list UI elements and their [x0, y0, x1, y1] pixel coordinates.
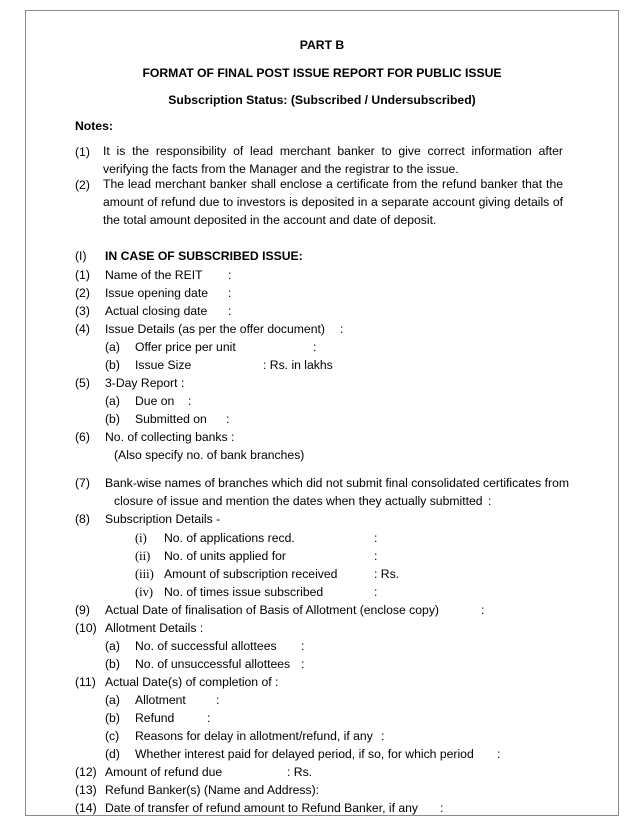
- section-title: IN CASE OF SUBSCRIBED ISSUE:: [105, 249, 303, 263]
- row-number: (9): [75, 603, 90, 617]
- sub-row-colon: :: [313, 340, 317, 354]
- sub-row-colon: :: [301, 657, 305, 671]
- sub-row-label: Reasons for delay in allotment/refund, if any: [135, 729, 373, 743]
- sub-row-number: (c): [105, 729, 120, 743]
- sub-row-label: No. of units applied for: [164, 549, 286, 563]
- sub-row-number: (a): [105, 639, 120, 653]
- sub-row-number: (b): [105, 657, 120, 671]
- sub-row-label: Amount of subscription received: [164, 567, 338, 581]
- sub-row-label: Whether interest paid for delayed period, if so, for which period: [135, 747, 474, 761]
- part-heading: PART B: [299, 38, 345, 52]
- sub-row-label: Allotment: [135, 693, 186, 707]
- row-label: Bank-wise names of branches which did not submit final consolidated certificates from: [105, 476, 570, 490]
- sub-row-number: (iv): [135, 585, 154, 599]
- row-number: (12): [75, 765, 97, 779]
- sub-row-number: (d): [105, 747, 120, 761]
- row-label: Actual Date of finalisation of Basis of Allotment (enclose copy): [105, 603, 439, 617]
- row-label: Refund Banker(s) (Name and Address):: [105, 783, 320, 797]
- sub-row-colon: : Rs. in lakhs: [263, 358, 333, 372]
- row-colon: :: [488, 494, 492, 508]
- row-label: Actual closing date: [105, 304, 208, 318]
- row-label: No. of collecting banks :: [105, 430, 235, 444]
- sub-row-number: (iii): [135, 567, 154, 581]
- row-number: (8): [75, 512, 90, 526]
- note-number: (1): [75, 145, 90, 159]
- sub-row-number: (b): [105, 358, 120, 372]
- sub-row-colon: :: [226, 412, 230, 426]
- sub-row-label: Offer price per unit: [135, 340, 236, 354]
- row-colon: :: [481, 603, 485, 617]
- sub-row-colon: :: [188, 394, 192, 408]
- row-number: (14): [75, 801, 97, 815]
- sub-row-number: (a): [105, 693, 120, 707]
- sub-row-label: Submitted on: [135, 412, 207, 426]
- section-number: (I): [75, 249, 87, 263]
- row-colon: :: [228, 304, 232, 318]
- sub-row-colon: :: [301, 639, 305, 653]
- note-number: (2): [75, 178, 90, 192]
- row-number: (6): [75, 430, 90, 444]
- row-number: (10): [75, 621, 97, 635]
- row-label: Amount of refund due: [105, 765, 223, 779]
- row-note: (Also specify no. of bank branches): [114, 448, 305, 462]
- row-number: (4): [75, 322, 90, 336]
- sub-row-colon: :: [374, 531, 378, 545]
- row-label: Name of the REIT: [105, 268, 203, 282]
- row-label: Date of transfer of refund amount to Refund Banker, if any: [105, 801, 418, 815]
- row-label: 3-Day Report :: [105, 376, 185, 390]
- sub-row-number: (a): [105, 340, 120, 354]
- row-colon: : Rs.: [287, 765, 313, 779]
- row-colon: :: [440, 801, 444, 815]
- sub-row-label: Issue Size: [135, 358, 192, 372]
- sub-row-colon: :: [216, 693, 220, 707]
- sub-row-number: (b): [105, 711, 120, 725]
- row-label: Allotment Details :: [105, 621, 204, 635]
- sub-row-number: (i): [135, 531, 147, 545]
- sub-row-number: (b): [105, 412, 120, 426]
- row-label-continued: closure of issue and mention the dates when they actually submitted: [114, 494, 483, 508]
- sub-row-number: (ii): [135, 549, 151, 563]
- row-number: (11): [75, 675, 96, 689]
- row-number: (13): [75, 783, 97, 797]
- subscription-status: Subscription Status: (Subscribed / Undersubscribed): [168, 93, 476, 107]
- row-number: (2): [75, 286, 90, 300]
- sub-row-colon: :: [381, 729, 385, 743]
- sub-row-label: No. of successful allottees: [135, 639, 277, 653]
- row-label: Issue opening date: [105, 286, 208, 300]
- sub-row-label: Due on: [135, 394, 175, 408]
- row-label: Issue Details (as per the offer document): [105, 322, 325, 336]
- note-text: The lead merchant banker shall enclose a certificate from the refund banker that the amount of refund due to investors is deposited in a separate account giving details of the total amount deposited in the account and date of deposit.: [103, 177, 563, 227]
- sub-row-label: No. of unsuccessful allottees: [135, 657, 291, 671]
- sub-row-number: (a): [105, 394, 120, 408]
- row-label: Actual Date(s) of completion of :: [105, 675, 279, 689]
- sub-row-label: No. of times issue subscribed: [164, 585, 324, 599]
- sub-row-label: Refund: [135, 711, 175, 725]
- row-colon: :: [228, 286, 232, 300]
- sub-row-colon: :: [374, 585, 378, 599]
- sub-row-colon: :: [374, 549, 378, 563]
- sub-row-colon: : Rs.: [374, 567, 400, 581]
- sub-row-colon: :: [497, 747, 501, 761]
- row-number: (1): [75, 268, 90, 282]
- notes-heading: Notes:: [75, 119, 113, 133]
- row-colon: :: [340, 322, 344, 336]
- row-label: Subscription Details -: [105, 512, 221, 526]
- note-text: It is the responsibility of lead merchant banker to give correct information after verifying the facts from the Manager and the registrar to the issue.: [103, 144, 563, 176]
- row-number: (5): [75, 376, 90, 390]
- row-number: (7): [75, 476, 90, 490]
- row-number: (3): [75, 304, 90, 318]
- document-title: FORMAT OF FINAL POST ISSUE REPORT FOR PUBLIC ISSUE: [142, 66, 502, 80]
- sub-row-colon: :: [207, 711, 211, 725]
- row-colon: :: [228, 268, 232, 282]
- sub-row-label: No. of applications recd.: [164, 531, 295, 545]
